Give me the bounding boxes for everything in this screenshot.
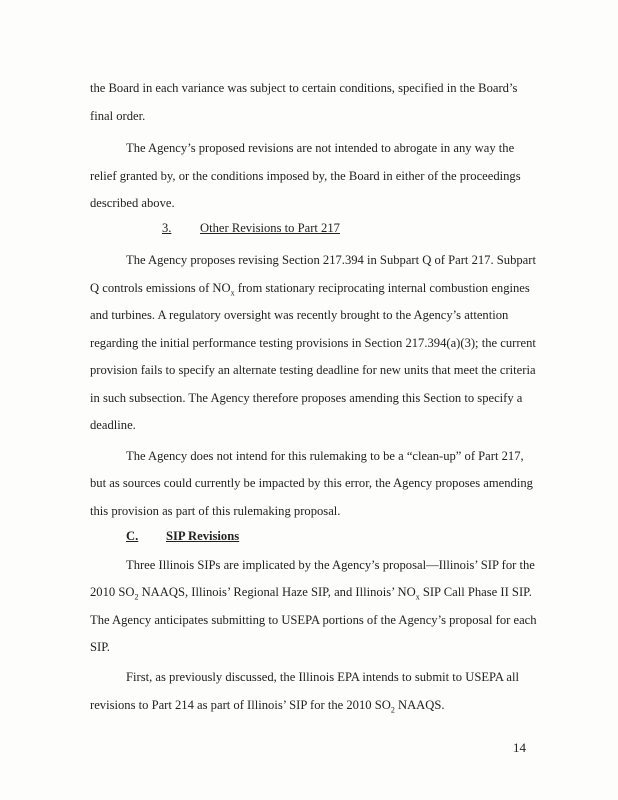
text-line: in such subsection. The Agency therefore proposes amending this Section to specify a <box>90 391 523 405</box>
text-line <box>90 697 445 713</box>
text-line: and turbines. A regulatory oversight was recently brought to the Agency’s attention <box>90 308 509 322</box>
text-span: NAAQS. <box>394 698 445 712</box>
text-line: Three Illinois SIPs are implicated by the Agency’s proposal—Illinois’ SIP for the <box>126 558 535 572</box>
subscript: 2 <box>390 705 395 715</box>
text-line: The Agency anticipates submitting to USEPA portions of the Agency’s proposal for each <box>90 613 537 627</box>
text-span: revisions to Part 214 as part of Illinois’ SIP for the 2010 SO <box>90 698 391 712</box>
text-line: provision fails to specify an alternate testing deadline for new units that meet the criteria <box>90 363 536 377</box>
text-line: First, as previously discussed, the Illinois EPA intends to submit to USEPA all <box>126 670 519 684</box>
text-line: The Agency’s proposed revisions are not intended to abrogate in any way the <box>126 141 515 155</box>
text-line: relief granted by, or the conditions imposed by, the Board in either of the proceedings <box>90 169 521 183</box>
text-span: NAAQS, Illinois’ Regional Haze SIP, and Illinois’ NO <box>138 585 416 599</box>
heading-text: Other Revisions to Part 217 <box>200 221 340 235</box>
text-line: this provision as part of this rulemaking proposal. <box>90 504 341 518</box>
subscript: x <box>230 288 235 298</box>
text-span: Q controls emissions of NO <box>90 281 231 295</box>
page-number: 14 <box>513 740 526 755</box>
text-line: regarding the initial performance testing provisions in Section 217.394(a)(3); the current <box>90 336 536 350</box>
text-line: the Board in each variance was subject to certain conditions, specified in the Board’s <box>90 81 518 95</box>
text-span: from stationary reciprocating internal combustion engines <box>234 281 530 295</box>
heading-text: SIP Revisions <box>166 529 240 543</box>
text-span: 2010 SO <box>90 585 135 599</box>
text-line: final order. <box>90 109 146 123</box>
heading-number: 3. <box>162 221 172 235</box>
subscript: 2 <box>134 592 139 602</box>
text-line <box>90 584 532 600</box>
text-line: but as sources could currently be impacted by this error, the Agency proposes amending <box>90 476 533 490</box>
section-heading-c <box>126 528 239 544</box>
text-span: SIP Call Phase II SIP. <box>419 585 532 599</box>
subscript: x <box>415 592 420 602</box>
text-line: The Agency does not intend for this rulemaking to be a “clean-up” of Part 217, <box>126 449 524 463</box>
text-line: described above. <box>90 196 175 210</box>
text-line <box>90 280 530 296</box>
text-line: The Agency proposes revising Section 217.394 in Subpart Q of Part 217. Subpart <box>126 253 536 267</box>
heading-letter: C. <box>126 529 139 543</box>
text-line: deadline. <box>90 418 136 432</box>
text-line: SIP. <box>90 640 110 654</box>
section-heading-3 <box>162 220 340 236</box>
